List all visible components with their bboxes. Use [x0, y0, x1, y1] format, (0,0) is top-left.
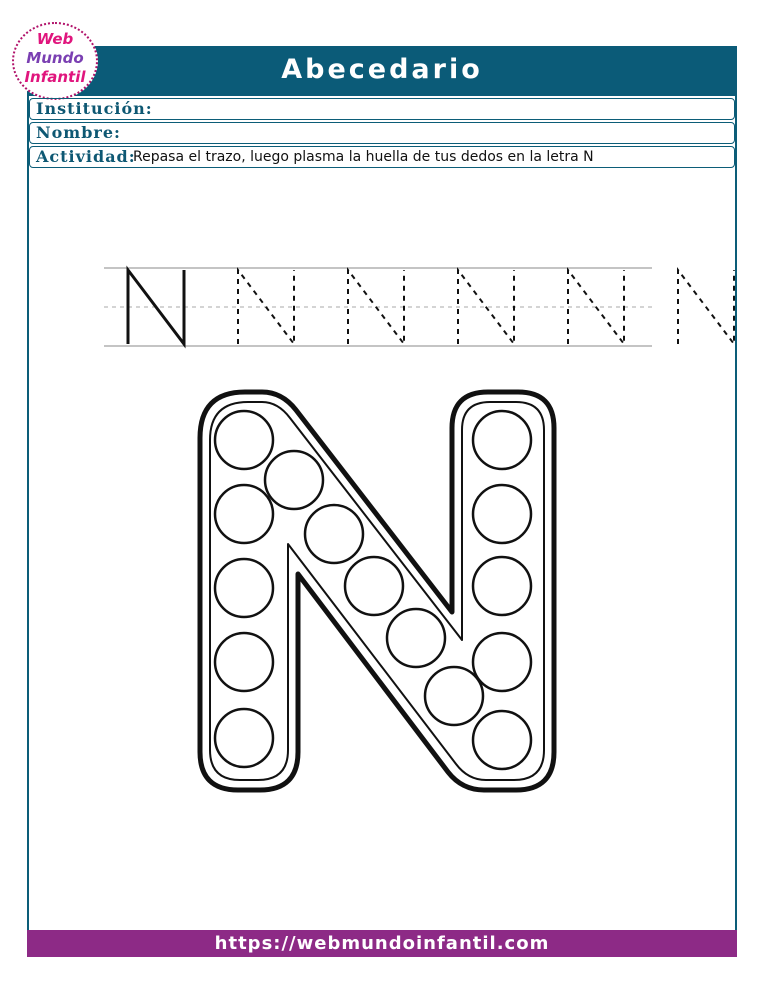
logo-line-2: Mundo [26, 49, 84, 67]
fingerprint-dot[interactable] [215, 633, 273, 691]
footer-url[interactable]: https://webmundoinfantil.com [214, 933, 550, 954]
fingerprint-dot[interactable] [473, 485, 531, 543]
fingerprint-dot[interactable] [425, 667, 483, 725]
logo-line-1: Web [36, 30, 74, 48]
actividad-instruction: Repasa el trazo, luego plasma la huella de tus dedos en la letra N [133, 149, 594, 165]
fingerprint-dot[interactable] [215, 709, 273, 767]
fingerprint-dot[interactable] [473, 557, 531, 615]
logo-line-3: Infantil [24, 68, 86, 86]
footer-band [27, 930, 737, 957]
actividad-label: Actividad: [36, 147, 136, 166]
fingerprint-dot[interactable] [345, 557, 403, 615]
institucion-label: Institución: [36, 99, 153, 118]
fingerprint-dot[interactable] [215, 559, 273, 617]
fingerprint-dot[interactable] [473, 411, 531, 469]
fingerprint-dot[interactable] [473, 633, 531, 691]
nombre-label: Nombre: [36, 123, 121, 142]
fingerprint-dot[interactable] [265, 451, 323, 509]
fingerprint-dot[interactable] [473, 711, 531, 769]
fingerprint-dot[interactable] [387, 609, 445, 667]
fingerprint-dot[interactable] [215, 485, 273, 543]
fingerprint-dot[interactable] [215, 411, 273, 469]
fingerprint-dot[interactable] [305, 505, 363, 563]
page-title: Abecedario [281, 54, 483, 85]
